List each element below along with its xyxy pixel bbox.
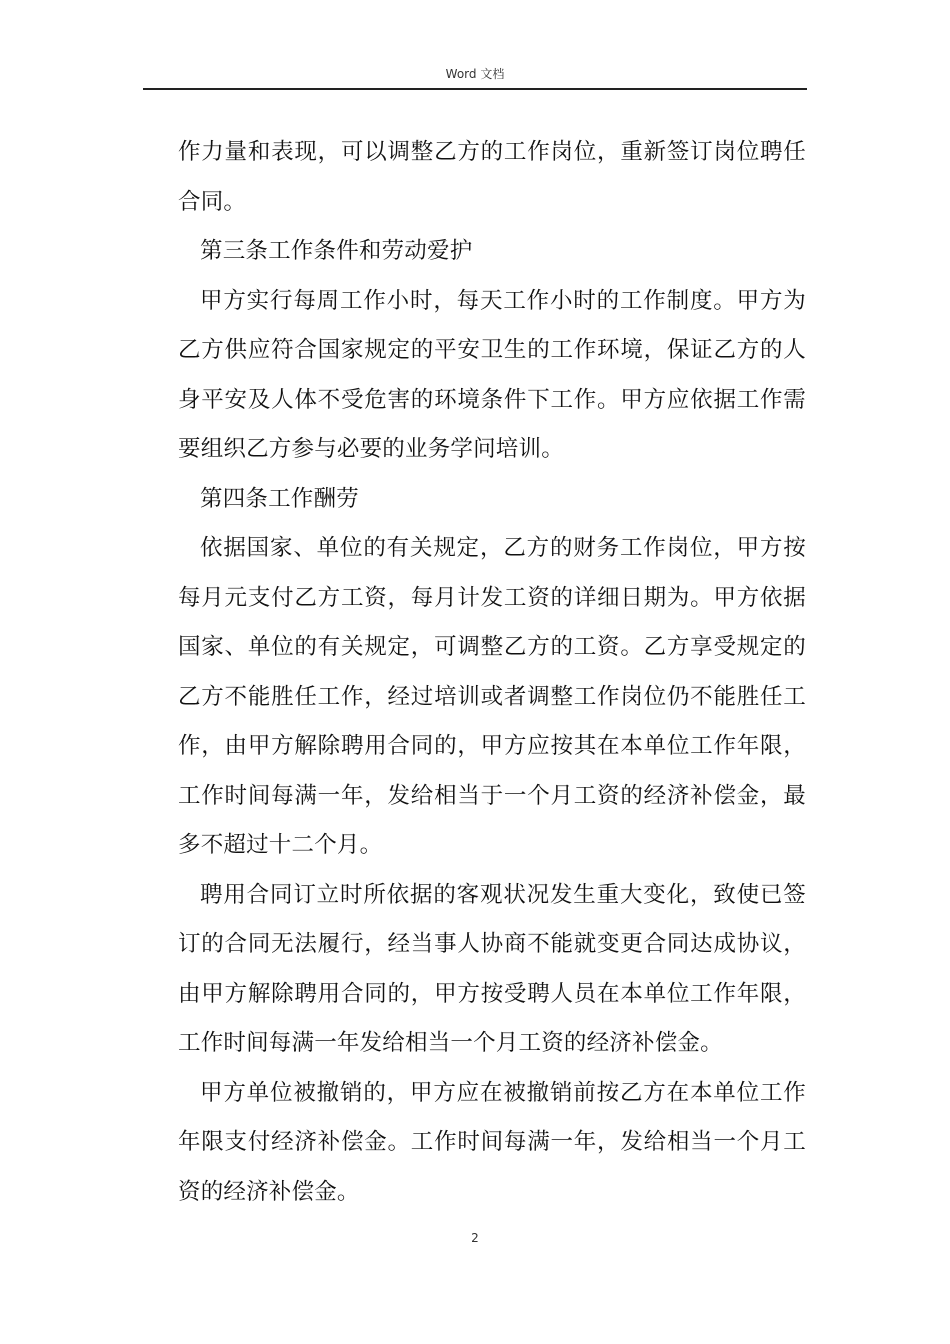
paragraph-3: 甲方实行每周工作小时，每天工作小时的工作制度。甲方为乙方供应符合国家规定的平安卫生的工作环境，保证乙方的人身平安及人体不受危害的环境条件下工作。甲方应依据工作需要组织乙方参与必要的业务学问培训。 [178,287,806,462]
paragraph-5: 依据国家、单位的有关规定，乙方的财务工作岗位，甲方按每月元支付乙方工资，每月计发工资的详细日期为。甲方依据国家、单位的有关规定，可调整乙方的工资。乙方享受规定的乙方不能胜任工作，经过培训或者调整工作岗位仍不能胜任工作，由甲方解除聘用合同的，甲方应按其在本单位工作年限，工作时间每满一年，发给相当于一个月工资的经济补偿金，最多不超过十二个月。 [178,535,806,858]
section-heading-article-3: 第三条工作条件和劳动爱护 [200,238,473,264]
document-body [178,128,806,1217]
paragraph-1: 作力量和表现，可以调整乙方的工作岗位，重新签订岗位聘任合同。 [178,139,806,215]
paragraph-7: 甲方单位被撤销的，甲方应在被撤销前按乙方在本单位工作年限支付经济补偿金。工作时间每满一年，发给相当一个月工资的经济补偿金。 [178,1079,806,1205]
paragraph-6: 聘用合同订立时所依据的客观状况发生重大变化，致使已签订的合同无法履行，经当事人协商不能就变更合同达成协议，由甲方解除聘用合同的，甲方按受聘人员在本单位工作年限，工作时间每满一年发给相当一个月工资的经济补偿金。 [178,881,806,1056]
page-header [143,62,807,90]
section-heading-article-4: 第四条工作酬劳 [200,485,359,512]
header-title: Word 文档 [445,67,505,81]
page-number: 2 [471,1231,479,1245]
